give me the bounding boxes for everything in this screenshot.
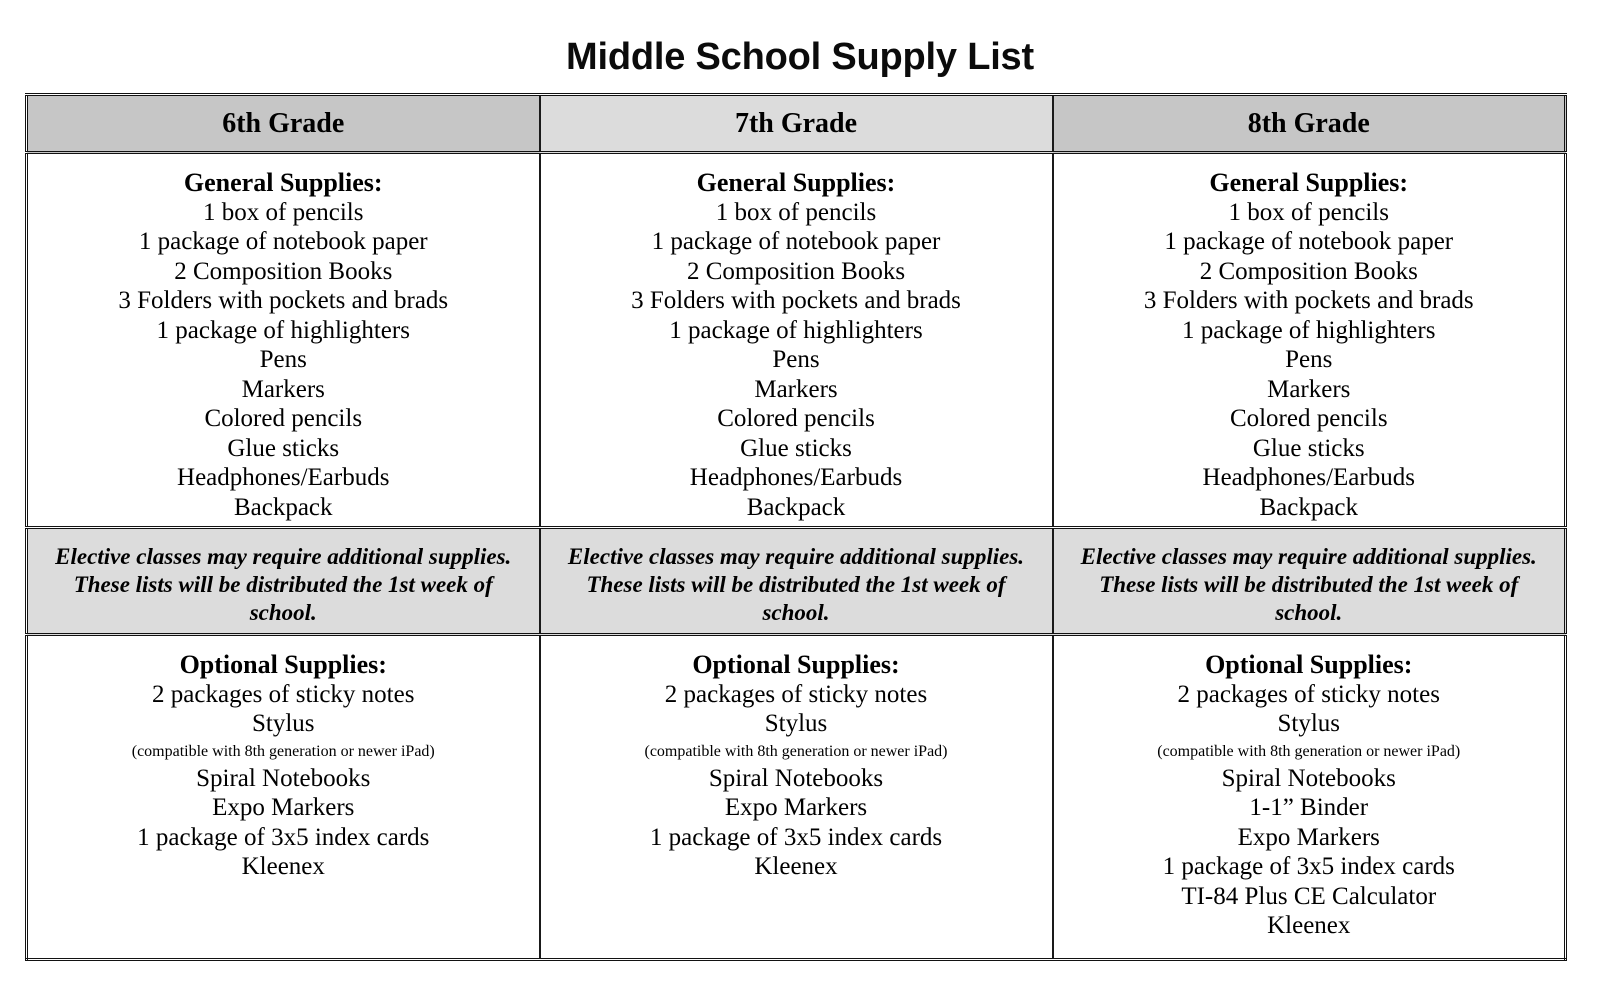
column-header-grade-8: 8th Grade	[1053, 95, 1566, 153]
supply-item: 1-1” Binder	[1249, 794, 1369, 821]
supply-item: 2 Composition Books	[686, 257, 906, 285]
general-supplies-list	[38, 198, 529, 523]
supply-item-note: (compatible with 8th generation or newer iPad)	[131, 742, 435, 760]
general-supplies-cell-grade-7	[540, 153, 1053, 528]
optional-supplies-row	[27, 635, 1566, 960]
supply-item: 2 packages of sticky notes	[1177, 680, 1440, 708]
supply-item: Expo Markers	[1237, 823, 1380, 851]
supply-item: 2 packages of sticky notes	[664, 680, 928, 708]
supply-item-note: (compatible with 8th generation or newer iPad)	[1157, 742, 1461, 760]
supply-item: Expo Markers	[724, 794, 868, 821]
supply-item: Markers	[1267, 375, 1351, 403]
supply-item: 3 Folders with pockets and brads	[631, 287, 961, 314]
supply-item: Markers	[754, 375, 838, 403]
supply-item: Kleenex	[1267, 912, 1351, 939]
supply-item: Spiral Notebooks	[196, 764, 371, 792]
supply-item: 1 box of pencils	[1228, 198, 1389, 226]
supply-item: Backpack	[746, 493, 846, 521]
elective-notice-row	[27, 528, 1566, 635]
general-supplies-list	[1064, 198, 1555, 523]
table-header-row	[27, 95, 1566, 153]
supply-item: Stylus	[251, 710, 315, 737]
general-supplies-heading: General Supplies:	[183, 168, 383, 197]
supply-item: TI-84 Plus CE Calculator	[1181, 882, 1437, 910]
supply-item: Spiral Notebooks	[1221, 764, 1396, 792]
supply-item: Colored pencils	[717, 405, 875, 432]
general-supplies-cell-grade-8	[1053, 153, 1566, 528]
supply-item: Kleenex	[754, 853, 838, 880]
optional-supplies-cell-grade-8	[1053, 635, 1566, 960]
elective-notice-text: Elective classes may require additional supplies. These lists will be distributed the 1st week of school.	[567, 544, 1025, 625]
supply-item: 1 package of highlighters	[156, 316, 410, 344]
supply-item: 1 box of pencils	[203, 198, 364, 226]
supply-item: Expo Markers	[212, 794, 355, 821]
general-supplies-row	[27, 153, 1566, 528]
supply-item-note: (compatible with 8th generation or newer iPad)	[644, 742, 948, 760]
elective-notice-cell-grade-7	[540, 528, 1053, 635]
supply-item: Headphones/Earbuds	[689, 464, 903, 491]
supply-item: Pens	[1285, 346, 1333, 373]
elective-notice-cell-grade-6	[27, 528, 540, 635]
supply-item: Pens	[259, 346, 307, 373]
supply-item: Backpack	[1259, 493, 1359, 521]
elective-notice-text: Elective classes may require additional supplies. These lists will be distributed the 1st week of school.	[1080, 544, 1537, 625]
optional-supplies-list	[1064, 680, 1555, 941]
supply-item: 3 Folders with pockets and brads	[118, 287, 449, 314]
optional-supplies-heading: Optional Supplies:	[692, 650, 900, 679]
supply-item: 2 Composition Books	[1199, 257, 1418, 285]
page-title: Middle School Supply List	[566, 36, 1034, 78]
supply-item: Glue sticks	[740, 434, 852, 462]
supply-item: 1 package of highlighters	[1182, 316, 1436, 344]
supply-item: Markers	[241, 375, 325, 403]
optional-supplies-list	[38, 680, 529, 882]
supply-item: Headphones/Earbuds	[177, 464, 390, 491]
supply-item: 2 packages of sticky notes	[152, 680, 415, 708]
elective-notice-cell-grade-8	[1053, 528, 1566, 635]
optional-supplies-cell-grade-6	[27, 635, 540, 960]
supply-item: 1 package of 3x5 index cards	[137, 823, 430, 851]
supply-item: Backpack	[233, 493, 333, 521]
supply-item: Glue sticks	[1252, 434, 1365, 462]
elective-notice-text: Elective classes may require additional supplies. These lists will be distributed the 1st week of school.	[55, 544, 512, 625]
supply-item: Headphones/Earbuds	[1202, 464, 1415, 491]
optional-supplies-list	[551, 680, 1042, 882]
optional-supplies-heading: Optional Supplies:	[179, 650, 387, 679]
supply-item: Spiral Notebooks	[708, 764, 884, 792]
general-supplies-list	[551, 198, 1042, 523]
optional-supplies-cell-grade-7	[540, 635, 1053, 960]
general-supplies-cell-grade-6	[27, 153, 540, 528]
supply-item: 3 Folders with pockets and brads	[1143, 287, 1474, 314]
supply-item: 1 box of pencils	[715, 198, 877, 226]
general-supplies-heading: General Supplies:	[696, 168, 896, 197]
supply-item: 1 package of notebook paper	[138, 228, 428, 255]
supply-item: Colored pencils	[1229, 405, 1388, 432]
supply-item: 1 package of notebook paper	[1164, 228, 1454, 255]
supply-list-table	[25, 93, 1567, 961]
supply-item: Stylus	[1277, 710, 1341, 737]
supply-item: Kleenex	[241, 853, 325, 880]
supply-item: Pens	[772, 346, 820, 373]
supply-item: Colored pencils	[204, 405, 363, 432]
supply-item: Glue sticks	[227, 434, 340, 462]
optional-supplies-heading: Optional Supplies:	[1205, 650, 1413, 679]
supply-item: 1 package of 3x5 index cards	[649, 823, 943, 851]
supply-item: 1 package of highlighters	[669, 316, 923, 344]
general-supplies-heading: General Supplies:	[1209, 168, 1409, 197]
supply-item: 2 Composition Books	[174, 257, 393, 285]
supply-item: 1 package of notebook paper	[651, 228, 941, 255]
supply-item: Stylus	[764, 710, 828, 737]
column-header-grade-6: 6th Grade	[27, 95, 540, 153]
supply-item: 1 package of 3x5 index cards	[1162, 853, 1455, 880]
column-header-grade-7: 7th Grade	[540, 95, 1053, 153]
